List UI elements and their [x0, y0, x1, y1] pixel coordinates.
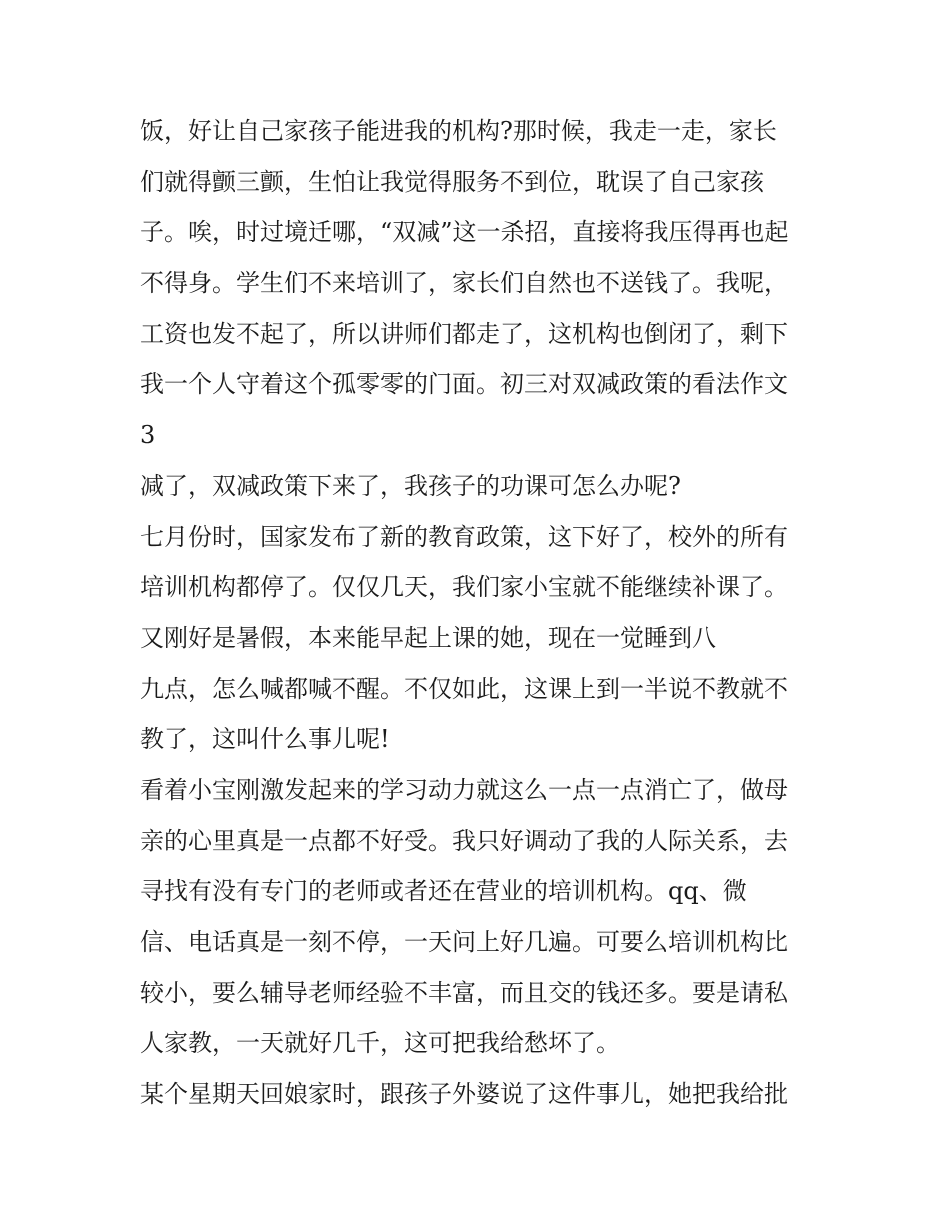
text-line: 九点，怎么喊都喊不醒。不仅如此，这课上到一半说不教就不 — [140, 674, 788, 703]
text-line: 看着小宝刚激发起来的学习动力就这么一点一点消亡了，做母 — [140, 775, 788, 804]
section-number: 3 — [140, 421, 156, 450]
text-line: 亲的心里真是一点都不好受。我只好调动了我的人际关系，去 — [140, 826, 788, 855]
text-line: 较小，要么辅导老师经验不丰富，而且交的钱还多。要是请私 — [140, 978, 788, 1007]
text-line: 信、电话真是一刻不停，一天问上好几遍。可要么培训机构比 — [140, 928, 788, 956]
text-line: 工资也发不起了，所以讲师们都走了，这机构也倒闭了，剩下 — [140, 319, 788, 348]
text-line: 人家教，一天就好几千，这可把我给愁坏了。 — [140, 1029, 620, 1058]
text-line: 又刚好是暑假，本来能早起上课的她，现在一觉睡到八 — [140, 623, 716, 652]
text-line: 教了，这叫什么事儿呢! — [140, 725, 390, 754]
essay-body — [140, 106, 820, 1120]
text-line: 们就得颤三颤，生怕让我觉得服务不到位，耽误了自己家孩 — [140, 167, 764, 196]
text-line: 七月份时，国家发布了新的教育政策，这下好了，校外的所有 — [140, 522, 788, 551]
text-line: 培训机构都停了。仅仅几天，我们家小宝就不能继续补课了。 — [140, 573, 788, 602]
text-line: 不得身。学生们不来培训了，家长们自然也不送钱了。我呢， — [140, 269, 788, 298]
text-line: 寻找有没有专门的老师或者还在营业的培训机构。qq、微 — [140, 877, 747, 906]
text-line: 我一个人守着这个孤零零的门面。初三对双减政策的看法作文 — [140, 370, 788, 399]
text-line: 子。唉，时过境迁哪，“双减”这一杀招，直接将我压得再也起 — [140, 218, 789, 247]
text-line: 某个星期天回娘家时，跟孩子外婆说了这件事儿，她把我给批 — [140, 1080, 788, 1109]
text-line: 减了，双减政策下来了，我孩子的功课可怎么办呢? — [140, 471, 681, 500]
text-line: 饭，好让自己家孩子能进我的机构?那时候，我走一走，家长 — [140, 117, 777, 145]
